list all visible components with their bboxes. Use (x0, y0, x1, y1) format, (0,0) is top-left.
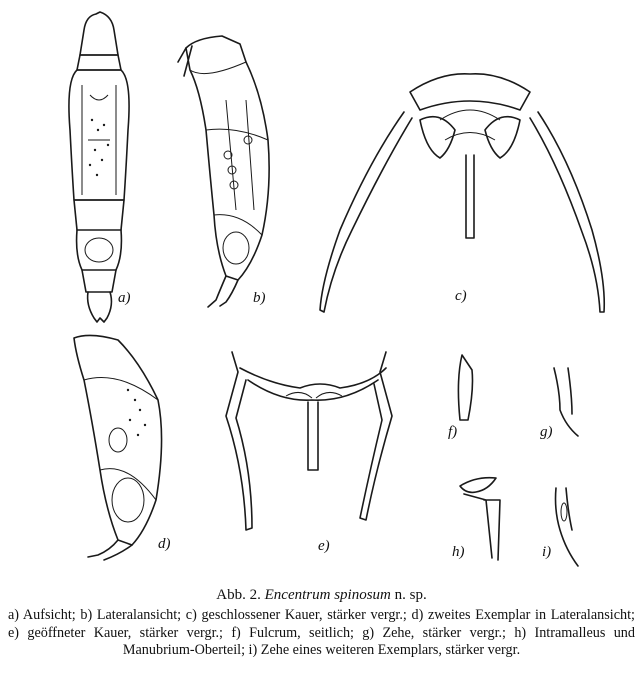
panel-f-drawing (458, 355, 472, 420)
panel-b-drawing (178, 36, 269, 307)
panel-label: i) (542, 544, 552, 560)
panel-d-drawing (74, 335, 162, 560)
panel-g-drawing (554, 368, 578, 436)
panel-a-drawing (69, 12, 129, 322)
panel-label: f) (448, 424, 458, 440)
panel-e-drawing (226, 352, 392, 530)
figure-caption (8, 586, 635, 660)
panel-label: d) (158, 536, 171, 552)
caption-species: Encentrum spinosum (264, 587, 391, 603)
caption-title (8, 586, 635, 605)
panel-label: h) (452, 544, 465, 560)
caption-prefix: Abb. 2. (216, 587, 261, 603)
panel-c-drawing (320, 74, 604, 312)
caption-suffix: n. sp. (394, 587, 427, 603)
panel-label: e) (318, 538, 330, 554)
caption-body: a) Aufsicht; b) Lateralansicht; c) geschlossener Kauer, stärker vergr.; d) zweites Exemplar in Lateralansicht; e) geöffneter Kauer, stärker vergr.; f) Fulcrum, seitlich; g) Zehe, stärker vergr.; h) Intramalleus und Manubrium-Oberteil; i) Zehe eines weiteren Exemplars, stärker vergr. (8, 607, 635, 658)
panel-label: a) (118, 290, 131, 306)
panel-label: b) (253, 290, 266, 306)
panel-h-drawing (460, 478, 500, 560)
panel-i-drawing (556, 488, 579, 566)
panel-label: c) (455, 288, 467, 304)
panel-label: g) (540, 424, 553, 440)
